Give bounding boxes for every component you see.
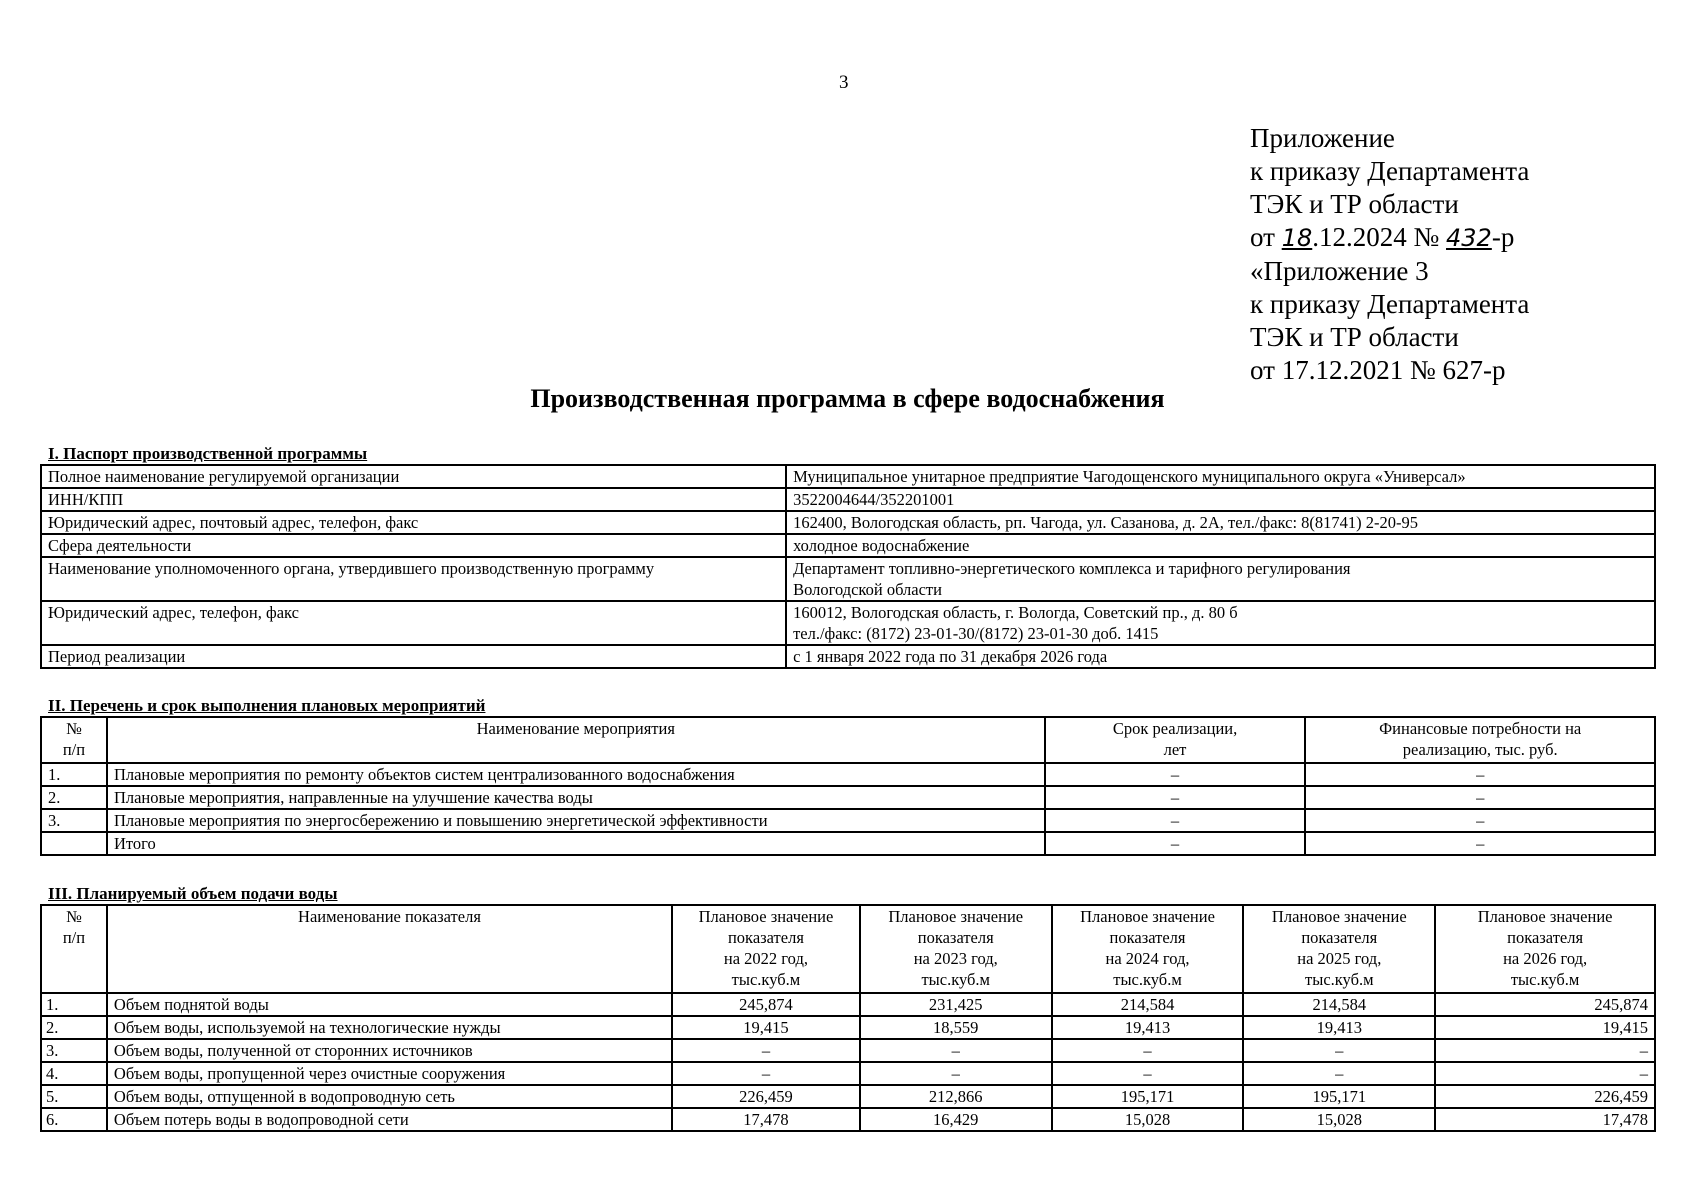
passport-label: Период реализации bbox=[41, 645, 786, 668]
row-term: – bbox=[1045, 763, 1306, 786]
table-row bbox=[41, 601, 1655, 645]
value-2023: 18,559 bbox=[860, 1016, 1052, 1039]
value-2022: 245,874 bbox=[672, 993, 860, 1016]
row-num: 4. bbox=[41, 1062, 107, 1085]
appendix-line: Приложение bbox=[1250, 123, 1395, 153]
row-finance: – bbox=[1305, 832, 1655, 855]
row-name: Объем воды, пропущенной через очистные сооружения bbox=[107, 1062, 672, 1085]
value-2026: 245,874 bbox=[1435, 993, 1655, 1016]
header-year-2023: Плановое значение показателя на 2023 год, тыс.куб.м bbox=[860, 905, 1052, 993]
header-finance: Финансовые потребности на реализацию, тыс. руб. bbox=[1305, 717, 1655, 763]
row-name: Объем воды, полученной от сторонних источников bbox=[107, 1039, 672, 1062]
value-2022: 19,415 bbox=[672, 1016, 860, 1039]
value-2025: 195,171 bbox=[1243, 1085, 1435, 1108]
table-row bbox=[41, 557, 1655, 601]
header-year-2025: Плановое значение показателя на 2025 год, тыс.куб.м bbox=[1243, 905, 1435, 993]
row-name: Итого bbox=[107, 832, 1045, 855]
table-row bbox=[41, 465, 1655, 488]
row-finance: – bbox=[1305, 786, 1655, 809]
appendix-line: к приказу Департамента bbox=[1250, 289, 1530, 319]
table-row bbox=[41, 1039, 1655, 1062]
volumes-table bbox=[40, 904, 1656, 1132]
passport-value-line: тел./факс: (8172) 23-01-30/(8172) 23-01-30 доб. 1415 bbox=[793, 624, 1159, 643]
passport-value-line: 160012, Вологодская область, г. Вологда, Советский пр., д. 80 б bbox=[793, 603, 1238, 622]
row-finance: – bbox=[1305, 763, 1655, 786]
table-header-row bbox=[41, 717, 1655, 763]
row-num: 2. bbox=[41, 1016, 107, 1039]
table-row bbox=[41, 534, 1655, 557]
value-2026: – bbox=[1435, 1039, 1655, 1062]
page-number: 3 bbox=[839, 72, 849, 93]
value-2024: 214,584 bbox=[1052, 993, 1244, 1016]
row-term: – bbox=[1045, 786, 1306, 809]
row-num: 1. bbox=[41, 993, 107, 1016]
table-row bbox=[41, 809, 1655, 832]
value-2024: – bbox=[1052, 1062, 1244, 1085]
passport-value bbox=[786, 601, 1655, 645]
passport-label: ИНН/КПП bbox=[41, 488, 786, 511]
appendix-line: ТЭК и ТР области bbox=[1250, 322, 1459, 352]
row-num: 3. bbox=[41, 809, 107, 832]
order-prefix: от bbox=[1250, 222, 1282, 252]
passport-value-line: Департамент топливно-энергетического комплекса и тарифного регулирования bbox=[793, 559, 1351, 578]
header-year-2026: Плановое значение показателя на 2026 год, тыс.куб.м bbox=[1435, 905, 1655, 993]
value-2026: – bbox=[1435, 1062, 1655, 1085]
passport-value: с 1 января 2022 года по 31 декабря 2026 года bbox=[786, 645, 1655, 668]
header-year-2022: Плановое значение показателя на 2022 год, тыс.куб.м bbox=[672, 905, 860, 993]
header-num: № п/п bbox=[41, 717, 107, 763]
order-middle: .12.2024 № bbox=[1312, 222, 1447, 252]
value-2023: 212,866 bbox=[860, 1085, 1052, 1108]
appendix-line: ТЭК и ТР области bbox=[1250, 189, 1459, 219]
value-2024: 195,171 bbox=[1052, 1085, 1244, 1108]
passport-table bbox=[40, 464, 1656, 669]
row-num: 6. bbox=[41, 1108, 107, 1131]
table-row bbox=[41, 645, 1655, 668]
table-header-row bbox=[41, 905, 1655, 993]
table-row bbox=[41, 1085, 1655, 1108]
value-2022: 226,459 bbox=[672, 1085, 860, 1108]
row-name: Объем воды, отпущенной в водопроводную сеть bbox=[107, 1085, 672, 1108]
passport-label: Полное наименование регулируемой организации bbox=[41, 465, 786, 488]
table-row bbox=[41, 786, 1655, 809]
passport-value-line: Вологодской области bbox=[793, 580, 942, 599]
row-num: 2. bbox=[41, 786, 107, 809]
table-row bbox=[41, 763, 1655, 786]
row-name: Плановые мероприятия по ремонту объектов систем централизованного водоснабжения bbox=[107, 763, 1045, 786]
passport-label: Наименование уполномоченного органа, утвердившего производственную программу bbox=[41, 557, 786, 601]
value-2025: – bbox=[1243, 1039, 1435, 1062]
table-row bbox=[41, 1062, 1655, 1085]
appendix-line: к приказу Департамента bbox=[1250, 156, 1530, 186]
value-2025: 15,028 bbox=[1243, 1108, 1435, 1131]
appendix-line: от 17.12.2021 № 627-р bbox=[1250, 355, 1506, 385]
row-finance: – bbox=[1305, 809, 1655, 832]
row-name: Объем поднятой воды bbox=[107, 993, 672, 1016]
table-row bbox=[41, 511, 1655, 534]
events-table bbox=[40, 716, 1656, 856]
passport-value: 3522004644/352201001 bbox=[786, 488, 1655, 511]
value-2024: – bbox=[1052, 1039, 1244, 1062]
value-2022: – bbox=[672, 1039, 860, 1062]
section-3-heading: III. Планируемый объем подачи воды bbox=[48, 884, 338, 903]
table-row bbox=[41, 1016, 1655, 1039]
table-row bbox=[41, 993, 1655, 1016]
value-2023: – bbox=[860, 1062, 1052, 1085]
row-num bbox=[41, 832, 107, 855]
header-num: № п/п bbox=[41, 905, 107, 993]
value-2026: 17,478 bbox=[1435, 1108, 1655, 1131]
header-term: Срок реализации, лет bbox=[1045, 717, 1306, 763]
row-name: Объем потерь воды в водопроводной сети bbox=[107, 1108, 672, 1131]
table-row bbox=[41, 488, 1655, 511]
row-num: 3. bbox=[41, 1039, 107, 1062]
passport-label: Сфера деятельности bbox=[41, 534, 786, 557]
value-2024: 15,028 bbox=[1052, 1108, 1244, 1131]
header-name: Наименование мероприятия bbox=[107, 717, 1045, 763]
value-2024: 19,413 bbox=[1052, 1016, 1244, 1039]
row-num: 5. bbox=[41, 1085, 107, 1108]
header-year-2024: Плановое значение показателя на 2024 год, тыс.куб.м bbox=[1052, 905, 1244, 993]
passport-value: Муниципальное унитарное предприятие Чагодощенского муниципального округа «Универсал» bbox=[786, 465, 1655, 488]
row-term: – bbox=[1045, 832, 1306, 855]
row-num: 1. bbox=[41, 763, 107, 786]
value-2022: – bbox=[672, 1062, 860, 1085]
row-term: – bbox=[1045, 809, 1306, 832]
handwritten-number: 432 bbox=[1446, 224, 1492, 252]
value-2023: 16,429 bbox=[860, 1108, 1052, 1131]
order-suffix: -р bbox=[1491, 222, 1515, 252]
value-2026: 19,415 bbox=[1435, 1016, 1655, 1039]
section-1-heading: I. Паспорт производственной программы bbox=[48, 444, 368, 463]
passport-label: Юридический адрес, почтовый адрес, телефон, факс bbox=[41, 511, 786, 534]
appendix-block bbox=[1250, 122, 1529, 387]
handwritten-day: 18 bbox=[1281, 224, 1313, 252]
appendix-line: «Приложение 3 bbox=[1250, 256, 1429, 286]
value-2022: 17,478 bbox=[672, 1108, 860, 1131]
row-name: Плановые мероприятия, направленные на улучшение качества воды bbox=[107, 786, 1045, 809]
row-name: Плановые мероприятия по энергосбережению и повышению энергетической эффективности bbox=[107, 809, 1045, 832]
row-name: Объем воды, используемой на технологические нужды bbox=[107, 1016, 672, 1039]
value-2023: – bbox=[860, 1039, 1052, 1062]
table-row bbox=[41, 832, 1655, 855]
section-2-heading: II. Перечень и срок выполнения плановых мероприятий bbox=[48, 696, 486, 715]
passport-label: Юридический адрес, телефон, факс bbox=[41, 601, 786, 645]
passport-value bbox=[786, 557, 1655, 601]
value-2025: 214,584 bbox=[1243, 993, 1435, 1016]
value-2023: 231,425 bbox=[860, 993, 1052, 1016]
table-row bbox=[41, 1108, 1655, 1131]
document-title: Производственная программа в сфере водоснабжения bbox=[530, 384, 1165, 413]
header-name: Наименование показателя bbox=[107, 905, 672, 993]
value-2025: – bbox=[1243, 1062, 1435, 1085]
value-2025: 19,413 bbox=[1243, 1016, 1435, 1039]
passport-value: холодное водоснабжение bbox=[786, 534, 1655, 557]
passport-value: 162400, Вологодская область, рп. Чагода, ул. Сазанова, д. 2А, тел./факс: 8(81741) 2-20-95 bbox=[786, 511, 1655, 534]
value-2026: 226,459 bbox=[1435, 1085, 1655, 1108]
appendix-order-line bbox=[1250, 221, 1529, 255]
